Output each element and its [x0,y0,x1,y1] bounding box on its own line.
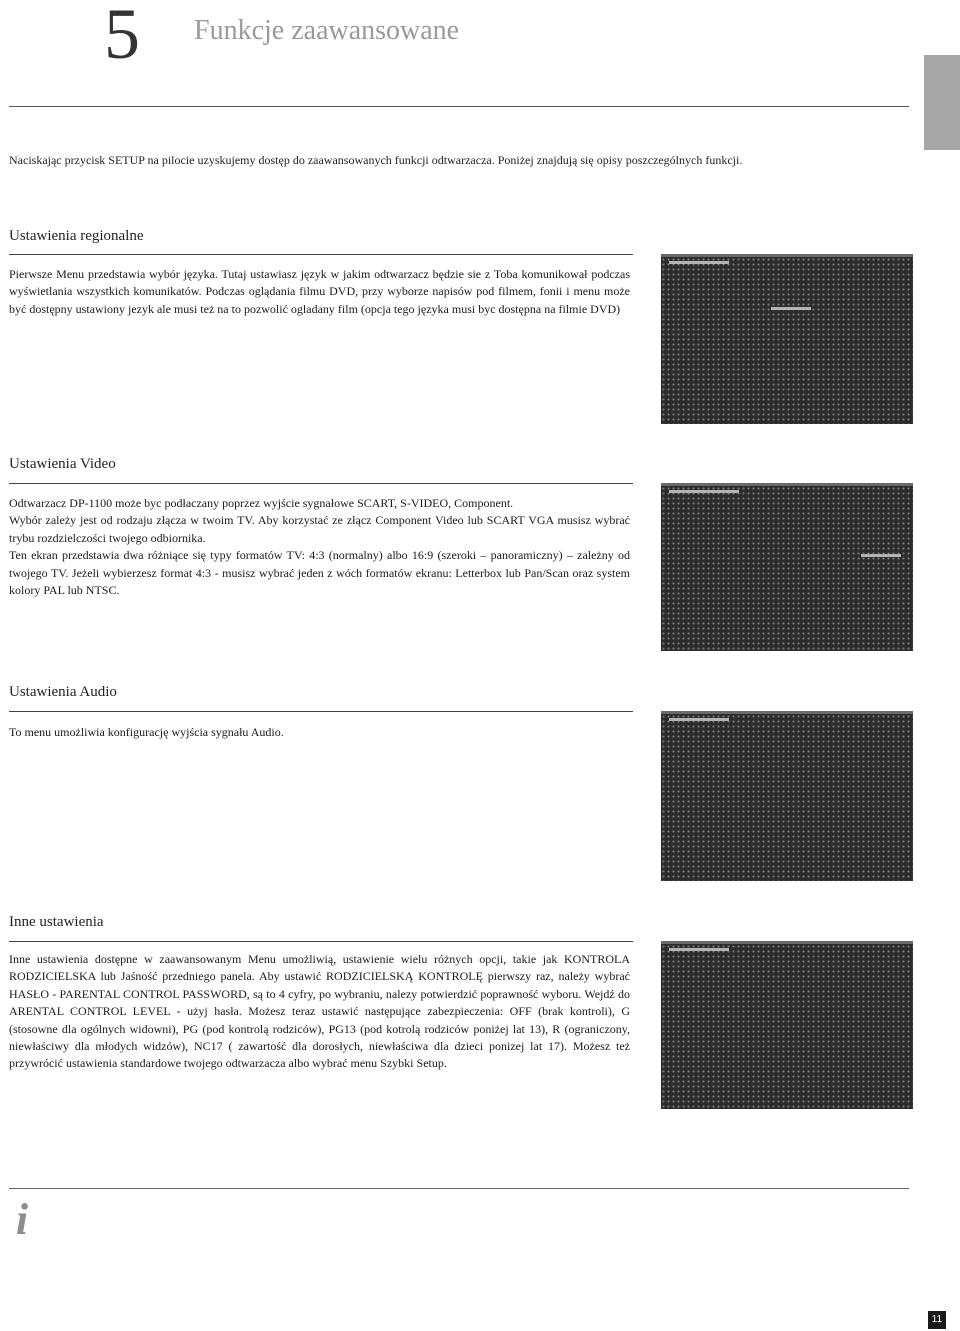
section-divider [9,711,633,712]
video-menu-screenshot [661,483,913,651]
info-icon: i [15,1195,29,1244]
paragraph: To menu umożliwia konfigurację wyjścia sygnału Audio. [9,725,284,739]
other-menu-screenshot [661,941,913,1109]
section-text-other [9,951,630,1073]
menu-option-bar [771,307,811,310]
section-text-video [9,495,630,599]
section-text-audio [9,724,630,741]
section-divider [9,483,633,484]
menu-header-bar [669,948,729,951]
chapter-side-tab [924,55,960,150]
paragraph: Odtwarzacz DP-1100 może byc podłaczany poprzez wyjście sygnałowe SCART, S-VIDEO, Component. [9,496,514,510]
page-number: 11 [928,1311,946,1329]
paragraph: Ten ekran przedstawia dwa różniące się typy formatów TV: 4:3 (normalny) albo 16:9 (szeroki – panoramiczny) – zależny od twojego TV. Jeżeli wybierzesz format 4:3 - musisz wybrać jeden z wóch formatów ekranu: Letterbox lub Pan/Scan oraz system kolory PAL lub NTSC. [9,548,630,598]
audio-menu-screenshot [661,711,913,881]
section-divider [9,254,633,255]
menu-header-bar [669,718,729,721]
footer-divider [9,1188,909,1189]
header-divider [9,106,909,107]
section-title-audio: Ustawienia Audio [9,684,117,700]
section-title-video: Ustawienia Video [9,456,116,472]
paragraph: Pierwsze Menu przedstawia wybór języka. Tutaj ustawiasz język w jakim odtwarzacz będzie sie z Toba komunikował podczas wyświetlania wszystkich komunikatów. Podczas oglądania filmu DVD, przy wyborze napisów pod filmem, fonii i menu może być dostępny ustawiony jezyk ale musi też na to pozwolić ogladany film (opcja tego języka musi byc dostępna na filmie DVD) [9,267,630,316]
chapter-number: 5 [104,0,140,74]
chapter-title: Funkcje zaawansowane [194,15,460,46]
paragraph: Inne ustawienia dostępne w zaawansowanym Menu umożliwią, ustawienie wielu różnych opcji, takie jak KONTROLA RODZICIELSKA lub Jaśność przedniego panela. Aby ustawić RODZICIELSKĄ KONTROLĘ pierwszy raz, należy wybrać HASŁO - PARENTAL CONTROL PASSWORD, są to 4 cyfry, po wybraniu, nalezy potwierdzić poprawność wyboru. Wejdź do ARENTAL CONTROL LEVEL - użyj hasła. Możesz teraz ustawić następujące zabezpieczenia: OFF (brak kontroli), G (stosowne dla ogólnych widowni), PG (pod kontrolą rodziców), PG13 (pod kotrolą rodziców poniżej lat 13), R (ograniczony, niewłaściwy dla młodych widzów), NC17 ( zawartość dla dorosłych, niewłaściwa dla dzieci ponizej lat 17). Możesz też przywrócić ustawienia standardowe twojego odtwarzacza albo wybrać menu Szybki Setup. [9,952,630,1071]
paragraph: Wybór zależy jest od rodzaju złącza w twoim TV. Aby korzystać ze złącz Component Video lub SCART VGA musisz wybrać trybu rozdzielczości twojego odbiornika. [9,513,630,545]
intro-text: Naciskając przycisk SETUP na pilocie uzyskujemy dostęp do zaawansowanych funkcji odtwarzacza. Poniżej znajdują się opisy poszczególnych funkcji. [9,153,743,167]
menu-option-bar [861,554,901,557]
section-divider [9,941,633,942]
section-title-regional: Ustawienia regionalne [9,228,144,244]
menu-header-bar [669,261,729,264]
section-text-regional [9,266,630,318]
menu-header-bar [669,490,739,493]
section-title-other: Inne ustawienia [9,914,104,930]
language-menu-screenshot [661,254,913,424]
